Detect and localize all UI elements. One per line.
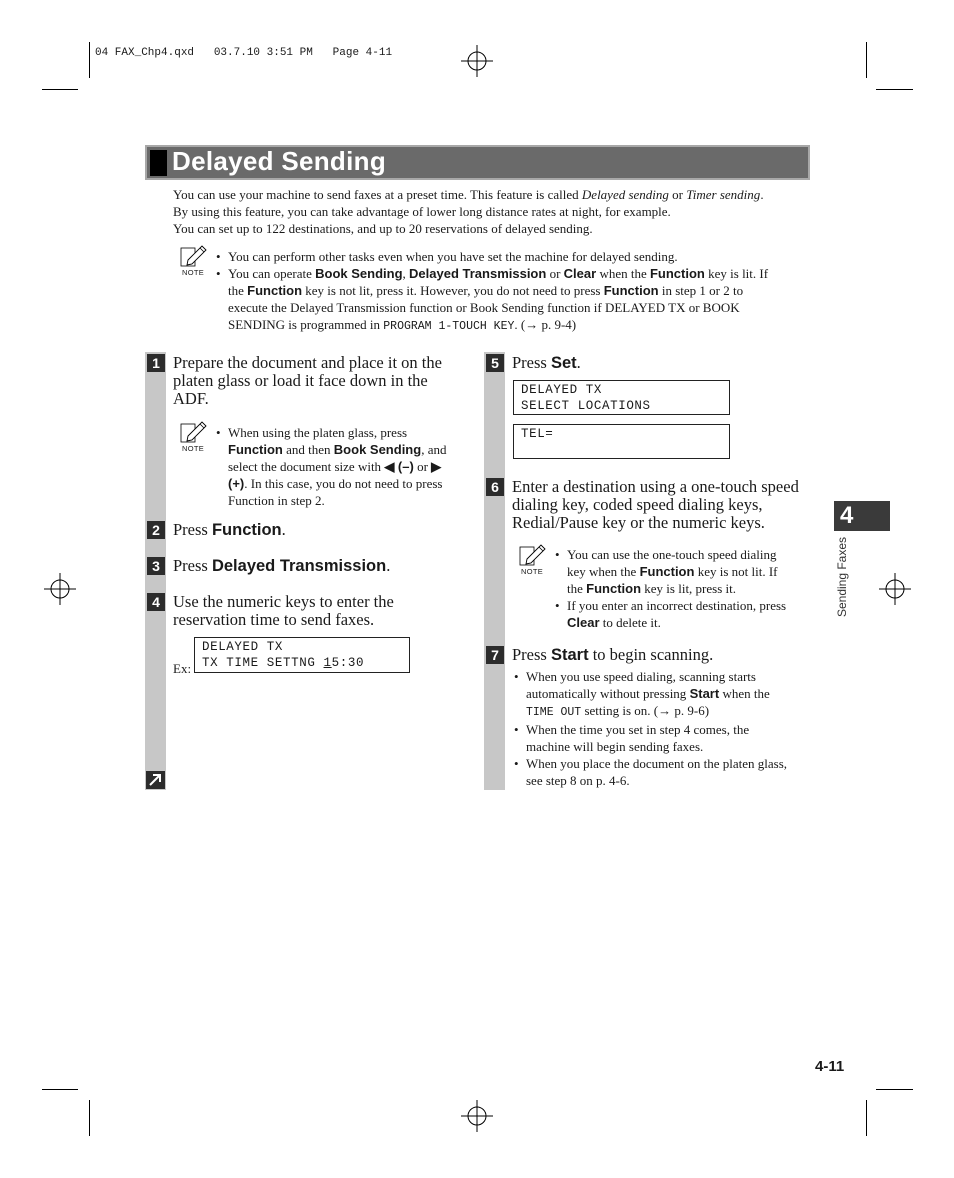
intro-paragraph: [173, 186, 813, 237]
right-step-bar: [484, 352, 505, 790]
note-icon: [519, 543, 549, 575]
print-header: 04 FAX_Chp4.qxd 03.7.10 3:51 PM Page 4-11: [95, 47, 393, 59]
list-item: • You can use the one-touch speed dialing key when the Function key is not lit. If the Function key is lit, press it.: [555, 546, 815, 597]
pencil-note-icon: [519, 543, 549, 567]
title-block: [150, 150, 167, 176]
step-number: 5: [486, 354, 504, 372]
step-number: 6: [486, 478, 504, 496]
example-label: Ex:: [173, 661, 192, 676]
note-icon: [180, 244, 210, 276]
top-note-list: [216, 248, 816, 335]
page-title: Delayed Sending: [172, 146, 386, 176]
lcd-display-step-4: DELAYED TX TX TIME SETTNG 15:30: [194, 637, 410, 673]
step-5-text: Press Set.: [512, 353, 581, 372]
continue-arrow-icon: [146, 771, 165, 789]
list-item: • You can perform other tasks even when you have set the machine for delayed sending.: [216, 248, 816, 265]
list-item: • When using the platen glass, press Function and then Book Sending, and select the document size with ◀ (–) or ▶ (+). In this case, you do not need to press Function in step 2.: [216, 424, 476, 509]
registration-mark-icon: [461, 45, 493, 77]
lcd-display-step-5b: TEL=: [513, 424, 730, 459]
page-number: 4-11: [815, 1058, 845, 1075]
note-label: NOTE: [521, 567, 544, 576]
registration-mark-icon: [44, 573, 76, 605]
step-2-text: Press Function.: [173, 520, 286, 539]
registration-mark-icon: [879, 573, 911, 605]
pencil-note-icon: [180, 244, 210, 268]
chapter-tab: 4: [834, 501, 890, 531]
note-icon: [180, 420, 210, 452]
pencil-note-icon: [180, 420, 210, 444]
lcd-display-step-5a: DELAYED TX SELECT LOCATIONS: [513, 380, 730, 415]
step-number: 1: [147, 354, 165, 372]
list-item: • If you enter an incorrect destination, press Clear to delete it.: [555, 597, 815, 631]
list-item: • You can operate Book Sending, Delayed Transmission or Clear when the Function key is lit. If the Function key is not lit, press it. However, you do not need to press Function in step 1 or 2 to execute the Delayed Transmission function or Book Sending function if DELAYED TX or BOOK SENDING is programmed in PROGRAM 1-TOUCH KEY. (→ p. 9-4): [216, 265, 816, 335]
title-bar: [145, 145, 810, 180]
list-item: • When the time you set in step 4 comes, the machine will begin sending faxes.: [514, 721, 814, 755]
step-3-text: Press Delayed Transmission.: [173, 556, 391, 575]
step-6-text: Enter a destination using a one-touch speed dialing key, coded speed dialing keys, Redial/Pause key or the numeric keys.: [512, 477, 799, 532]
step-6-note: [555, 546, 815, 631]
registration-mark-icon: [461, 1100, 493, 1132]
step-7-text: Press Start to begin scanning.: [512, 645, 714, 664]
intro-line-3: You can set up to 122 destinations, and up to 20 reservations of delayed sending.: [173, 221, 593, 236]
list-item: • When you use speed dialing, scanning starts automatically without pressing Start when the TIME OUT setting is on. (→ p. 9-6): [514, 668, 814, 721]
step-number: 3: [147, 557, 165, 575]
step-7-list: [514, 668, 814, 789]
intro-line-1: You can use your machine to send faxes at a preset time. This feature is called Delayed sending or Timer sending.: [173, 187, 764, 202]
step-number: 4: [147, 593, 165, 611]
step-number: 7: [486, 646, 504, 664]
intro-line-2: By using this feature, you can take advantage of lower long distance rates at night, for example.: [173, 204, 671, 219]
list-item: • When you place the document on the platen glass, see step 8 on p. 4-6.: [514, 755, 814, 789]
note-label: NOTE: [182, 268, 205, 277]
step-number: 2: [147, 521, 165, 539]
step-1-text: Prepare the document and place it on the platen glass or load it face down in the ADF.: [173, 353, 442, 408]
step-1-note: [216, 424, 476, 509]
side-label: Sending Faxes: [835, 536, 849, 618]
note-label: NOTE: [182, 444, 205, 453]
step-4-text: Use the numeric keys to enter the reservation time to send faxes.: [173, 592, 394, 629]
